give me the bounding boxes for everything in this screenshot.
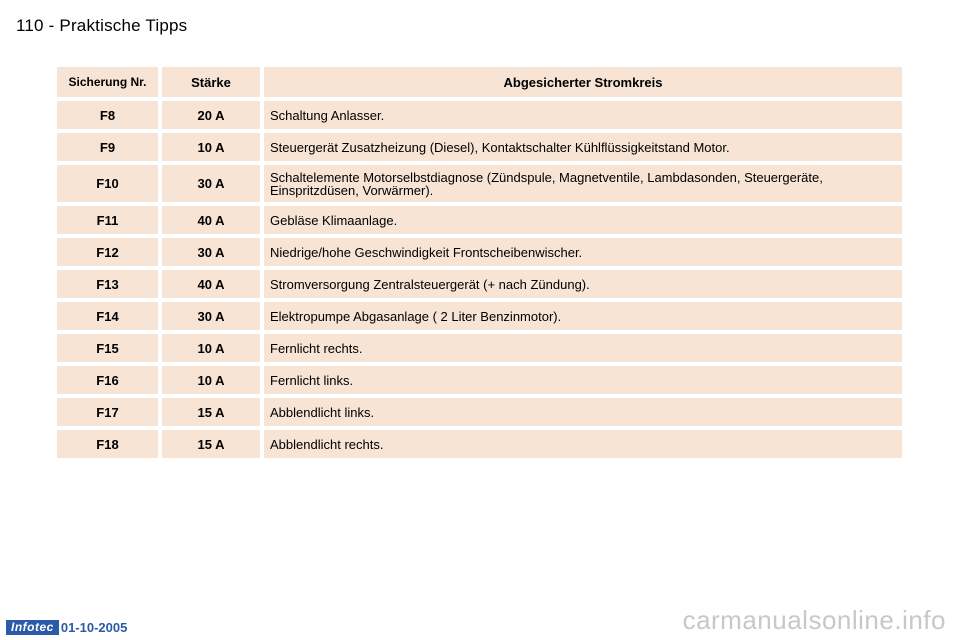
fuse-circuit: Schaltelemente Motorselbstdiagnose (Zündspule, Magnetventile, Lambdasonden, Steuergeräte, Einspritzdüsen, Vorwärmer). (264, 165, 902, 202)
infotec-logo: Infotec (6, 620, 59, 635)
fuse-number: F14 (57, 302, 158, 330)
watermark: carmanualsonline.info (682, 605, 946, 635)
fuse-circuit: Steuergerät Zusatzheizung (Diesel), Kontaktschalter Kühlflüssigkeitstand Motor. (264, 133, 902, 161)
column-header-circuit: Abgesicherter Stromkreis (264, 67, 902, 97)
fuse-rating: 40 A (162, 270, 260, 298)
fuse-rating: 30 A (162, 238, 260, 266)
fuse-table (57, 67, 903, 458)
fuse-number: F13 (57, 270, 158, 298)
fuse-rating: 10 A (162, 133, 260, 161)
footer (6, 619, 127, 635)
fuse-circuit: Fernlicht links. (264, 366, 902, 394)
column-header-fuse-number: Sicherung Nr. (57, 67, 158, 97)
fuse-number: F15 (57, 334, 158, 362)
fuse-rating: 10 A (162, 366, 260, 394)
fuse-number: F11 (57, 206, 158, 234)
page-title: 110 - Praktische Tipps (16, 16, 188, 35)
fuse-circuit: Gebläse Klimaanlage. (264, 206, 902, 234)
fuse-number: F18 (57, 430, 158, 458)
fuse-circuit: Niedrige/hohe Geschwindigkeit Frontscheibenwischer. (264, 238, 902, 266)
fuse-rating: 40 A (162, 206, 260, 234)
fuse-rating: 20 A (162, 101, 260, 129)
fuse-circuit: Elektropumpe Abgasanlage ( 2 Liter Benzinmotor). (264, 302, 902, 330)
fuse-number: F9 (57, 133, 158, 161)
fuse-number: F10 (57, 165, 158, 202)
fuse-circuit: Schaltung Anlasser. (264, 101, 902, 129)
fuse-rating: 30 A (162, 165, 260, 202)
fuse-circuit: Abblendlicht links. (264, 398, 902, 426)
fuse-circuit: Abblendlicht rechts. (264, 430, 902, 458)
fuse-number: F16 (57, 366, 158, 394)
fuse-rating: 30 A (162, 302, 260, 330)
fuse-number: F12 (57, 238, 158, 266)
column-header-rating: Stärke (162, 67, 260, 97)
fuse-rating: 15 A (162, 430, 260, 458)
fuse-rating: 10 A (162, 334, 260, 362)
fuse-number: F8 (57, 101, 158, 129)
fuse-circuit: Fernlicht rechts. (264, 334, 902, 362)
fuse-rating: 15 A (162, 398, 260, 426)
fuse-circuit: Stromversorgung Zentralsteuergerät (+ nach Zündung). (264, 270, 902, 298)
fuse-number: F17 (57, 398, 158, 426)
footer-date: 01-10-2005 (60, 619, 128, 635)
